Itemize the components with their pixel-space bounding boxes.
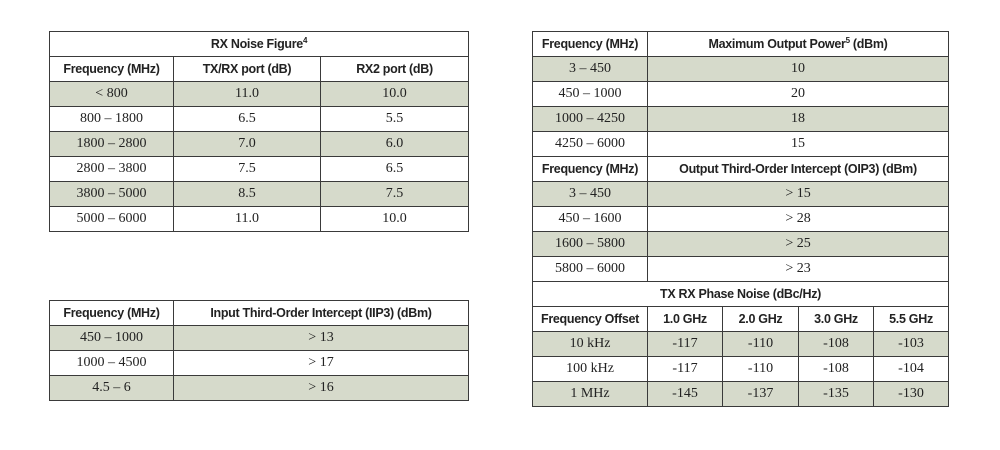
value-cell: > 16 xyxy=(174,376,469,401)
value-cell: -117 xyxy=(648,332,723,357)
col-header-frequency: Frequency (MHz) xyxy=(533,157,648,182)
value-cell: -130 xyxy=(874,382,949,407)
frequency-cell: 3800 – 5000 xyxy=(50,182,174,207)
value-cell: 10.0 xyxy=(321,82,469,107)
value-cell: 20 xyxy=(648,82,949,107)
table-row xyxy=(50,182,469,207)
value-cell: > 28 xyxy=(648,207,949,232)
frequency-cell: 450 – 1600 xyxy=(533,207,648,232)
frequency-cell: 1600 – 5800 xyxy=(533,232,648,257)
table-row xyxy=(50,157,469,182)
frequency-cell: 800 – 1800 xyxy=(50,107,174,132)
frequency-cell: < 800 xyxy=(50,82,174,107)
frequency-cell: 5000 – 6000 xyxy=(50,207,174,232)
value-cell: > 13 xyxy=(174,326,469,351)
value-cell: -110 xyxy=(723,332,799,357)
value-cell: 7.5 xyxy=(321,182,469,207)
value-cell: > 15 xyxy=(648,182,949,207)
max-output-power-header: Maximum Output Power$^5$ (dBm) xyxy=(648,32,949,57)
col-header-rx2-port: RX2 port (dB) xyxy=(321,57,469,82)
value-cell: 11.0 xyxy=(174,82,321,107)
value-cell: -110 xyxy=(723,357,799,382)
col-header-5-5ghz: 5.5 GHz xyxy=(874,307,949,332)
frequency-cell: 3 – 450 xyxy=(533,182,648,207)
value-cell: 6.5 xyxy=(174,107,321,132)
frequency-cell: 3 – 450 xyxy=(533,57,648,82)
table-row xyxy=(533,257,949,282)
frequency-cell: 4.5 – 6 xyxy=(50,376,174,401)
frequency-cell: 5800 – 6000 xyxy=(533,257,648,282)
table-row xyxy=(533,182,949,207)
table-row xyxy=(533,332,949,357)
table-row xyxy=(533,232,949,257)
frequency-cell: 1000 – 4250 xyxy=(533,107,648,132)
col-header-frequency: Frequency (MHz) xyxy=(50,301,174,326)
table-row xyxy=(50,132,469,157)
value-cell: 6.5 xyxy=(321,157,469,182)
rx-noise-figure-table xyxy=(49,31,469,232)
table-row xyxy=(533,82,949,107)
col-header-oip3: Output Third-Order Intercept (OIP3) (dBm) xyxy=(648,157,949,182)
phase-noise-title: TX RX Phase Noise (dBc/Hz) xyxy=(533,282,949,307)
frequency-cell: 2800 – 3800 xyxy=(50,157,174,182)
table-row xyxy=(50,326,469,351)
table-row xyxy=(50,207,469,232)
frequency-cell: 1000 – 4500 xyxy=(50,351,174,376)
value-cell: 11.0 xyxy=(174,207,321,232)
value-cell: -103 xyxy=(874,332,949,357)
value-cell: -145 xyxy=(648,382,723,407)
table-row xyxy=(533,57,949,82)
iip3-table xyxy=(49,300,469,401)
value-cell: 15 xyxy=(648,132,949,157)
value-cell: 10 xyxy=(648,57,949,82)
value-cell: -108 xyxy=(799,357,874,382)
value-cell: -104 xyxy=(874,357,949,382)
value-cell: 7.5 xyxy=(174,157,321,182)
col-header-iip3: Input Third-Order Intercept (IIP3) (dBm) xyxy=(174,301,469,326)
offset-cell: 100 kHz xyxy=(533,357,648,382)
value-cell: 18 xyxy=(648,107,949,132)
value-cell: 8.5 xyxy=(174,182,321,207)
col-header-txrx-port: TX/RX port (dB) xyxy=(174,57,321,82)
value-cell: 7.0 xyxy=(174,132,321,157)
frequency-cell: 450 – 1000 xyxy=(50,326,174,351)
col-header-2ghz: 2.0 GHz xyxy=(723,307,799,332)
offset-cell: 10 kHz xyxy=(533,332,648,357)
frequency-cell: 4250 – 6000 xyxy=(533,132,648,157)
table-row xyxy=(533,382,949,407)
value-cell: 5.5 xyxy=(321,107,469,132)
frequency-cell: 450 – 1000 xyxy=(533,82,648,107)
frequency-cell: 1800 – 2800 xyxy=(50,132,174,157)
value-cell: -117 xyxy=(648,357,723,382)
value-cell: -108 xyxy=(799,332,874,357)
table-row xyxy=(50,351,469,376)
col-header-3ghz: 3.0 GHz xyxy=(799,307,874,332)
value-cell: > 17 xyxy=(174,351,469,376)
value-cell: -135 xyxy=(799,382,874,407)
col-header-frequency: Frequency (MHz) xyxy=(533,32,648,57)
col-header-frequency-offset: Frequency Offset xyxy=(533,307,648,332)
offset-cell: 1 MHz xyxy=(533,382,648,407)
table-row xyxy=(50,107,469,132)
value-cell: -137 xyxy=(723,382,799,407)
rx-noise-title: RX Noise Figure$^4$ xyxy=(50,32,469,57)
col-header-frequency: Frequency (MHz) xyxy=(50,57,174,82)
output-and-phase-noise-table xyxy=(532,31,949,407)
table-row xyxy=(50,376,469,401)
value-cell: 10.0 xyxy=(321,207,469,232)
col-header-1ghz: 1.0 GHz xyxy=(648,307,723,332)
table-row xyxy=(533,107,949,132)
value-cell: > 23 xyxy=(648,257,949,282)
value-cell: > 25 xyxy=(648,232,949,257)
table-row xyxy=(50,82,469,107)
table-row xyxy=(533,357,949,382)
table-row xyxy=(533,132,949,157)
table-row xyxy=(533,207,949,232)
value-cell: 6.0 xyxy=(321,132,469,157)
